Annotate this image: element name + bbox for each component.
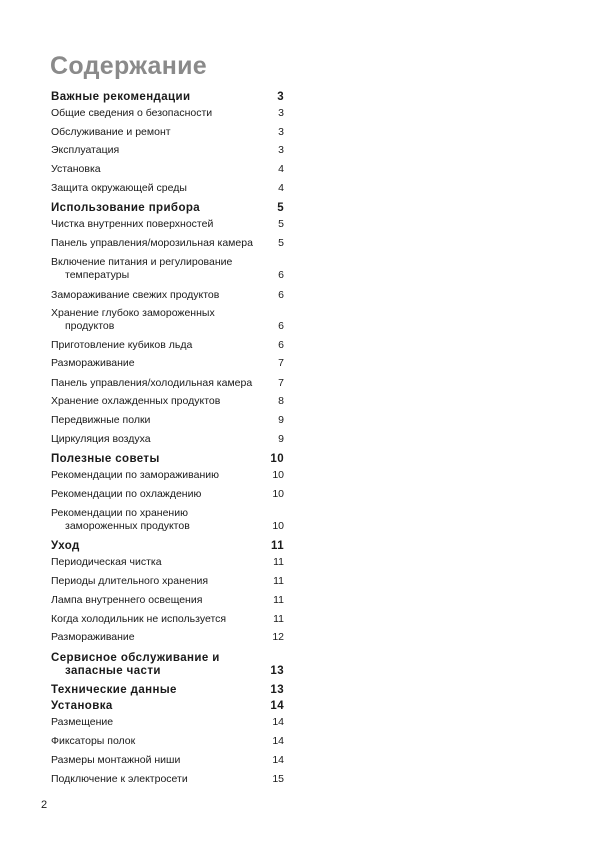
toc-entry-title xyxy=(51,289,284,301)
toc-entry-title xyxy=(51,453,284,465)
toc-entry-title-line: Эксплуатация xyxy=(51,144,120,156)
toc-section[interactable] xyxy=(51,202,284,214)
toc-entry-title xyxy=(51,735,284,747)
toc-page-number: 8 xyxy=(278,395,284,407)
toc-page-number: 9 xyxy=(278,433,284,445)
toc-entry[interactable] xyxy=(51,144,284,156)
toc-entry-title-line: Периоды длительного хранения xyxy=(51,575,209,587)
toc-page-number: 13 xyxy=(270,665,284,677)
toc-entry[interactable] xyxy=(51,182,284,194)
toc-page-number: 10 xyxy=(272,520,284,532)
toc-entry-title xyxy=(51,652,284,678)
toc-page-number: 3 xyxy=(277,91,284,103)
toc-entry-title xyxy=(51,357,284,369)
toc-entry-title xyxy=(51,182,284,194)
toc-entry[interactable] xyxy=(51,735,284,747)
toc-entry[interactable] xyxy=(51,613,284,625)
toc-entry-title xyxy=(51,613,284,625)
toc-page-number: 14 xyxy=(272,754,284,766)
toc-entry-title-line: Размещение xyxy=(51,716,114,728)
toc-entry-title xyxy=(51,540,284,552)
toc-entry[interactable] xyxy=(51,107,284,119)
toc-entry-title xyxy=(51,144,284,156)
toc-entry-title-line: замороженных продуктов xyxy=(65,520,190,532)
toc-entry-title xyxy=(51,377,284,389)
toc-entry-title-line: Чистка внутренних поверхностей xyxy=(51,218,214,230)
toc-page-number: 12 xyxy=(272,631,284,643)
toc-entry-title-line: Передвижные полки xyxy=(51,414,151,426)
toc-page-number: 3 xyxy=(278,144,284,156)
toc-entry[interactable] xyxy=(51,469,284,481)
toc-section[interactable] xyxy=(51,540,284,552)
table-of-contents xyxy=(51,88,284,788)
toc-entry[interactable] xyxy=(51,126,284,138)
toc-entry-title-line: Циркуляция воздуха xyxy=(51,433,151,445)
toc-entry-title xyxy=(51,91,284,103)
toc-entry[interactable] xyxy=(51,256,284,282)
toc-entry-title-line: Защита окружающей среды xyxy=(51,182,187,194)
toc-page-number: 11 xyxy=(273,613,284,625)
toc-entry-title-line: Замораживание свежих продуктов xyxy=(51,289,220,301)
toc-entry-title xyxy=(51,700,284,712)
toc-entry-title xyxy=(51,575,284,587)
toc-entry-title xyxy=(51,307,284,333)
toc-section[interactable] xyxy=(51,652,284,678)
toc-entry-title-line: Важные рекомендации xyxy=(51,91,191,103)
page-title: Содержание xyxy=(50,52,208,80)
toc-page-number: 11 xyxy=(273,575,284,587)
toc-entry[interactable] xyxy=(51,218,284,230)
toc-entry-title-line: Фиксаторы полок xyxy=(51,735,136,747)
toc-entry-title-line: Рекомендации по замораживанию xyxy=(51,469,219,481)
toc-entry[interactable] xyxy=(51,339,284,351)
toc-page-number: 4 xyxy=(278,182,284,194)
toc-entry[interactable] xyxy=(51,754,284,766)
toc-page-number: 5 xyxy=(278,218,284,230)
toc-entry[interactable] xyxy=(51,163,284,175)
toc-page-number: 11 xyxy=(273,594,284,606)
toc-entry-title-line: Хранение охлажденных продуктов xyxy=(51,395,221,407)
toc-page-number: 6 xyxy=(278,320,284,332)
toc-entry[interactable] xyxy=(51,556,284,568)
toc-entry-title xyxy=(51,469,284,481)
toc-page-number: 13 xyxy=(270,684,284,696)
toc-page-number: 14 xyxy=(272,735,284,747)
toc-entry[interactable] xyxy=(51,377,284,389)
toc-entry[interactable] xyxy=(51,575,284,587)
toc-entry[interactable] xyxy=(51,307,284,333)
toc-entry-title-line: Полезные советы xyxy=(51,453,160,465)
toc-entry-title-line: Установка xyxy=(51,700,113,712)
toc-entry[interactable] xyxy=(51,395,284,407)
toc-entry-title xyxy=(51,237,284,249)
toc-page-number: 7 xyxy=(278,357,284,369)
toc-entry-title xyxy=(51,631,284,643)
toc-entry-title-line: Рекомендации по хранению xyxy=(51,507,188,519)
toc-entry-title xyxy=(51,126,284,138)
toc-entry-title xyxy=(51,202,284,214)
toc-entry-title-line: Размораживание xyxy=(51,357,135,369)
toc-entry-title-line: Панель управления/морозильная камера xyxy=(51,237,253,249)
toc-entry-title-line: Размеры монтажной ниши xyxy=(51,754,181,766)
toc-page-number: 7 xyxy=(278,377,284,389)
toc-page-number: 15 xyxy=(272,773,284,785)
toc-entry-title-line: Приготовление кубиков льда xyxy=(51,339,193,351)
toc-entry[interactable] xyxy=(51,433,284,445)
toc-entry-title-line: Включение питания и регулирование xyxy=(51,256,233,268)
toc-page-number: 9 xyxy=(278,414,284,426)
toc-entry-title-line: Общие сведения о безопасности xyxy=(51,107,213,119)
toc-entry-title xyxy=(51,256,284,282)
toc-page-number: 14 xyxy=(270,700,284,712)
toc-section[interactable] xyxy=(51,700,284,712)
toc-entry-title-line: температуры xyxy=(65,269,130,281)
toc-entry-title-line: Уход xyxy=(51,540,80,552)
toc-page-number: 11 xyxy=(273,556,284,568)
toc-entry[interactable] xyxy=(51,488,284,500)
toc-page-number: 10 xyxy=(270,453,284,465)
toc-entry[interactable] xyxy=(51,237,284,249)
toc-entry-title xyxy=(51,507,284,533)
toc-page-number: 3 xyxy=(278,107,284,119)
toc-page-number: 5 xyxy=(278,237,284,249)
toc-page-number: 11 xyxy=(271,540,284,552)
toc-section[interactable] xyxy=(51,91,284,103)
toc-entry[interactable] xyxy=(51,414,284,426)
toc-entry-title xyxy=(51,395,284,407)
toc-entry-title-line: запасные части xyxy=(65,665,161,677)
toc-entry-title-line: Технические данные xyxy=(51,684,177,696)
toc-entry[interactable] xyxy=(51,631,284,643)
page-number: 2 xyxy=(41,799,48,811)
toc-entry-title-line: Использование прибора xyxy=(51,202,201,214)
toc-entry-title xyxy=(51,433,284,445)
toc-entry-title xyxy=(51,218,284,230)
toc-entry-title-line: Рекомендации по охлаждению xyxy=(51,488,202,500)
toc-page-number: 10 xyxy=(272,469,284,481)
toc-entry-title-line: Когда холодильник не используется xyxy=(51,613,227,625)
toc-entry-title xyxy=(51,684,284,696)
toc-page-number: 6 xyxy=(278,339,284,351)
toc-page-number: 6 xyxy=(278,289,284,301)
toc-entry-title-line: Обслуживание и ремонт xyxy=(51,126,171,138)
toc-entry-title-line: Размораживание xyxy=(51,631,135,643)
toc-page-number: 10 xyxy=(272,488,284,500)
toc-entry-title xyxy=(51,594,284,606)
toc-entry-title xyxy=(51,107,284,119)
toc-section[interactable] xyxy=(51,684,284,696)
toc-entry[interactable] xyxy=(51,716,284,728)
toc-entry-title-line: Периодическая чистка xyxy=(51,556,162,568)
toc-entry[interactable] xyxy=(51,507,284,533)
toc-entry-title xyxy=(51,339,284,351)
toc-entry-title-line: Сервисное обслуживание и xyxy=(51,652,220,664)
toc-entry-title xyxy=(51,556,284,568)
toc-entry[interactable] xyxy=(51,357,284,369)
toc-entry-title xyxy=(51,754,284,766)
toc-page-number: 5 xyxy=(277,202,284,214)
toc-page-number: 14 xyxy=(272,716,284,728)
toc-entry-title-line: Лампа внутреннего освещения xyxy=(51,594,203,606)
toc-entry-title-line: продуктов xyxy=(65,320,115,332)
toc-entry[interactable] xyxy=(51,773,284,785)
toc-entry-title-line: Установка xyxy=(51,163,101,175)
toc-entry-title-line: Хранение глубоко замороженных xyxy=(51,307,215,319)
toc-entry-title xyxy=(51,773,284,785)
toc-section[interactable] xyxy=(51,453,284,465)
toc-entry-title xyxy=(51,488,284,500)
toc-entry[interactable] xyxy=(51,289,284,301)
toc-entry-title xyxy=(51,414,284,426)
toc-entry-title xyxy=(51,163,284,175)
toc-page-number: 3 xyxy=(278,126,284,138)
toc-entry-title-line: Панель управления/холодильная камера xyxy=(51,377,253,389)
toc-entry[interactable] xyxy=(51,594,284,606)
toc-entry-title-line: Подключение к электросети xyxy=(51,773,188,785)
toc-page-number: 6 xyxy=(278,269,284,281)
toc-entry-title xyxy=(51,716,284,728)
toc-page-number: 4 xyxy=(278,163,284,175)
